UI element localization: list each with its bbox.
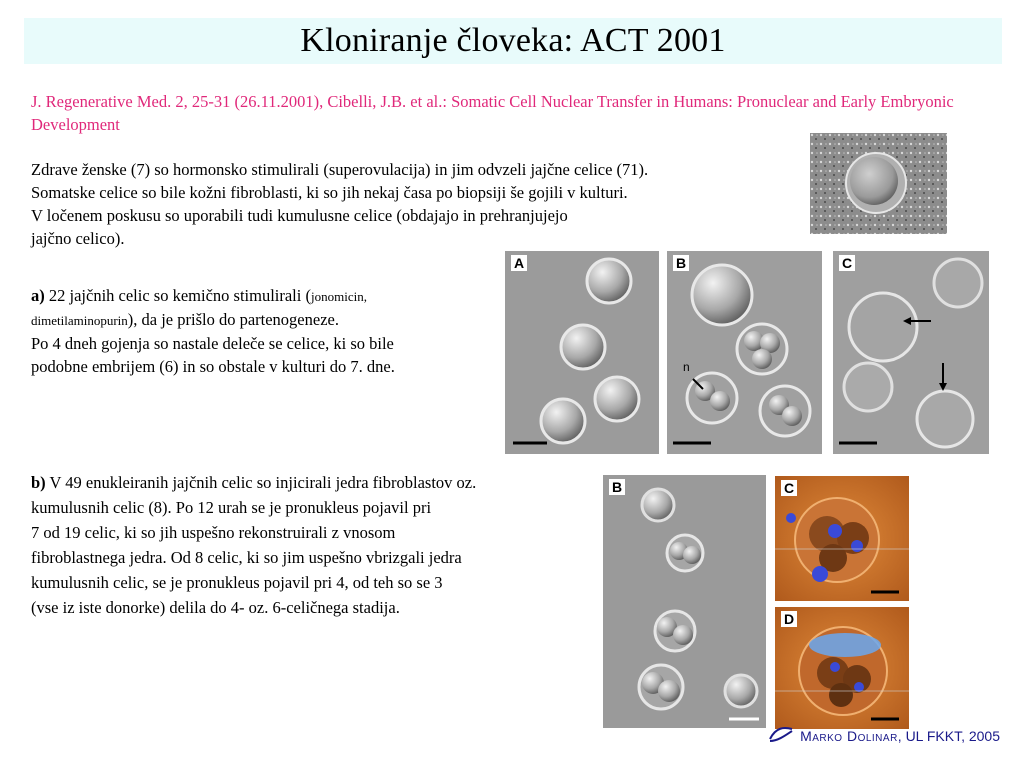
section-b-line3: 7 od 19 celic, ki so jih uspešno rekonstruirali z vnosom [31,523,396,542]
panel-label-b2: B [609,479,625,495]
section-b-line1: V 49 enukleiranih jajčnih celic so injicirali jedra fibroblastov oz. [45,473,477,492]
figure-b-panel-d [775,607,909,729]
figure-b-panel-b [603,475,766,728]
section-b-text [31,470,591,620]
title-bar [24,18,1002,64]
section-b-line2: kumulusnih celic (8). Po 12 urah se je pronukleus pojavil pri [31,498,432,517]
section-a-label: a) [31,286,45,305]
footer-author: Marko Dolinar [800,727,898,744]
intro-line: Zdrave ženske (7) so hormonsko stimulirali (superovulacija) in jim odvzeli jajčne celice (71). [31,160,649,179]
panel-label-c: C [839,255,855,271]
section-a-line4: podobne embrijem (6) in so obstale v kulturi do 7. dne. [31,357,395,376]
section-a-chem1: jonomicin, [310,289,367,304]
intro-line: Somatske celice so bile kožni fibroblasti, ki so jih nekaj časa po biopsiji še gojili v kulturi. [31,183,628,202]
section-a-text1: 22 jajčnih celic so kemično stimulirali ( [44,286,311,305]
figure-b-panel-c [775,476,909,601]
panel-b-arrow-label: n [683,360,690,374]
figure-a-panel-c [833,251,989,454]
footer [768,725,1000,746]
figure-a-panel-a [505,251,659,454]
intro-line: jajčno celico). [31,229,125,248]
citation: J. Regenerative Med. 2, 25-31 (26.11.2001), Cibelli, J.B. et al.: Somatic Cell Nuclear Transfer in Humans: Pronuclear and Early Embryonic Development [31,92,954,134]
section-b-line4: fibroblastnega jedra. Od 8 celic, ki so jim uspešno vbrizgali jedra [31,548,462,567]
panel-label-a: A [511,255,527,271]
section-a-chem2: dimetilaminopurin [31,313,128,328]
panel-label-c2: C [781,480,797,496]
intro-line: V ločenem poskusu so uporabili tudi kumulusne celice (obdajajo in prehranjujejo [31,206,568,225]
dna-logo-icon [768,725,794,746]
panel-label-b: B [673,255,689,271]
intro-paragraph [31,158,831,250]
page-title: Kloniranje človeka: ACT 2001 [300,22,726,59]
section-b-line5: kumulusnih celic, se je pronukleus pojavil pri 4, od teh so se 3 [31,573,443,592]
footer-institution: , UL FKKT, 2005 [897,727,1000,744]
panel-label-d2: D [781,611,797,627]
section-a-text [31,284,491,378]
section-a-line3: Po 4 dneh gojenja so nastale deleče se celice, ki so bile [31,334,394,353]
section-b-label: b) [31,473,46,492]
section-b-line6: (vse iz iste donorke) delila do 4- oz. 6-celičnega stadija. [31,598,400,617]
figure-a-panel-b [667,251,822,454]
section-a-text2: ), da je prišlo do partenogeneze. [127,310,339,329]
oocyte-micrograph [810,133,947,234]
